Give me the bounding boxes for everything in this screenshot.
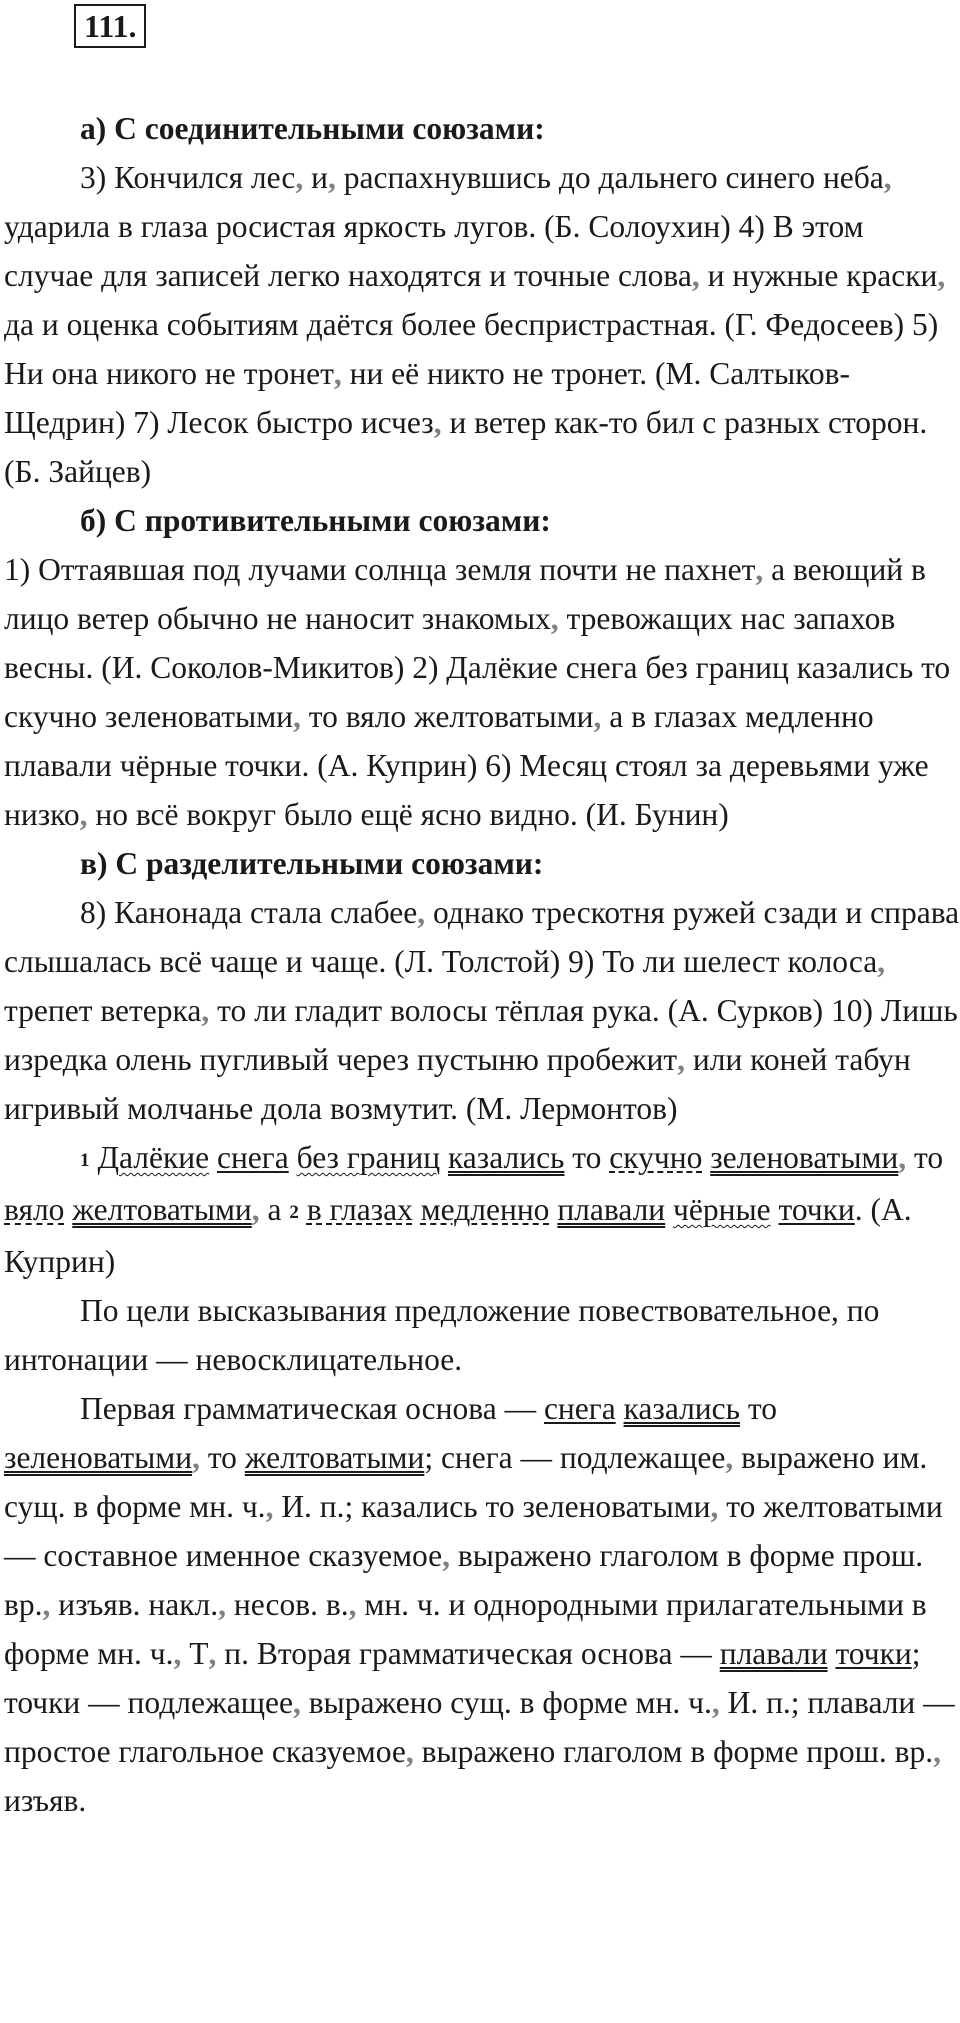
section-text-b: 1) Оттаявшая под лучами солнца земля почти не пахнет, а веющий в лицо ветер обычно не наносит знакомых, тревожащих нас запахов весны. (И. Соколов-Микитов) 2) Далёкие снега без границ казались то скучно зеленоватыми, то вяло желтоватыми, а в глазах медленно плавали чёрные точки. (А. Куприн) 6) Месяц стоял за деревьями уже низко, но всё вокруг было ещё ясно видно. (И. Бунин) <box>4 552 951 832</box>
section-heading-c: в) С разделительными союзами: <box>80 846 544 881</box>
section-text-c: 8) Канонада стала слабее, однако трескотня ружей сзади и справа слышалась всё чаще и чаще. (Л. Толстой) 9) То ли шелест колоса, трепет ветерка, то ли гладит волосы тёплая рука. (А. Сурков) 10) Лишь изредка олень пугливый через пустыню пробежит, или коней табун игривый молчанье дола возмутит. (М. Лермонтов) <box>4 895 960 1126</box>
section-heading-b: б) С противительными союзами: <box>80 503 551 538</box>
parsed-sentence: 1 Далёкие снега без границ казались то скучно зеленоватыми, то вяло желтоватыми, а 2 в глазах медленно плавали чёрные точки. (А. Куприн) <box>4 1140 944 1279</box>
section-text-a: 3) Кончился лес, и, распахнувшись до дальнего синего неба, ударила в глаза росистая яркость лугов. (Б. Солоухин) 4) В этом случае для записей легко находятся и точные слова, и нужные краски, да и оценка событиям даётся более беспристрастная. (Г. Федосеев) 5) Ни она никого не тронет, ни её никто не тронет. (М. Салтыков-Щедрин) 7) Лесок быстро исчез, и ветер как-то бил с разных сторон. (Б. Зайцев) <box>4 160 946 489</box>
exercise-number: 111. <box>74 4 146 48</box>
answer-content <box>4 104 960 1825</box>
basis-paragraph: Первая грамматическая основа — снега казались то зеленоватыми, то желтоватыми; снега — подлежащее, выражено им. сущ. в форме мн. ч., И. п.; казались то зеленоватыми, то желтоватыми — составное именное сказуемое, выражено глаголом в форме прош. вр., изъяв. накл., несов. в., мн. ч. и однородными прилагательными в форме мн. ч., Т, п. Вторая грамматическая основа — плавали точки; точки — подлежащее, выражено сущ. в форме мн. ч., И. п.; плавали — простое глагольное сказуемое, выражено глаголом в форме прош. вр., изъяв. <box>4 1391 955 1818</box>
section-heading-a: а) С соединительными союзами: <box>80 111 545 146</box>
purpose-paragraph: По цели высказывания предложение повествовательное, по интонации — невосклицательное. <box>4 1293 880 1377</box>
